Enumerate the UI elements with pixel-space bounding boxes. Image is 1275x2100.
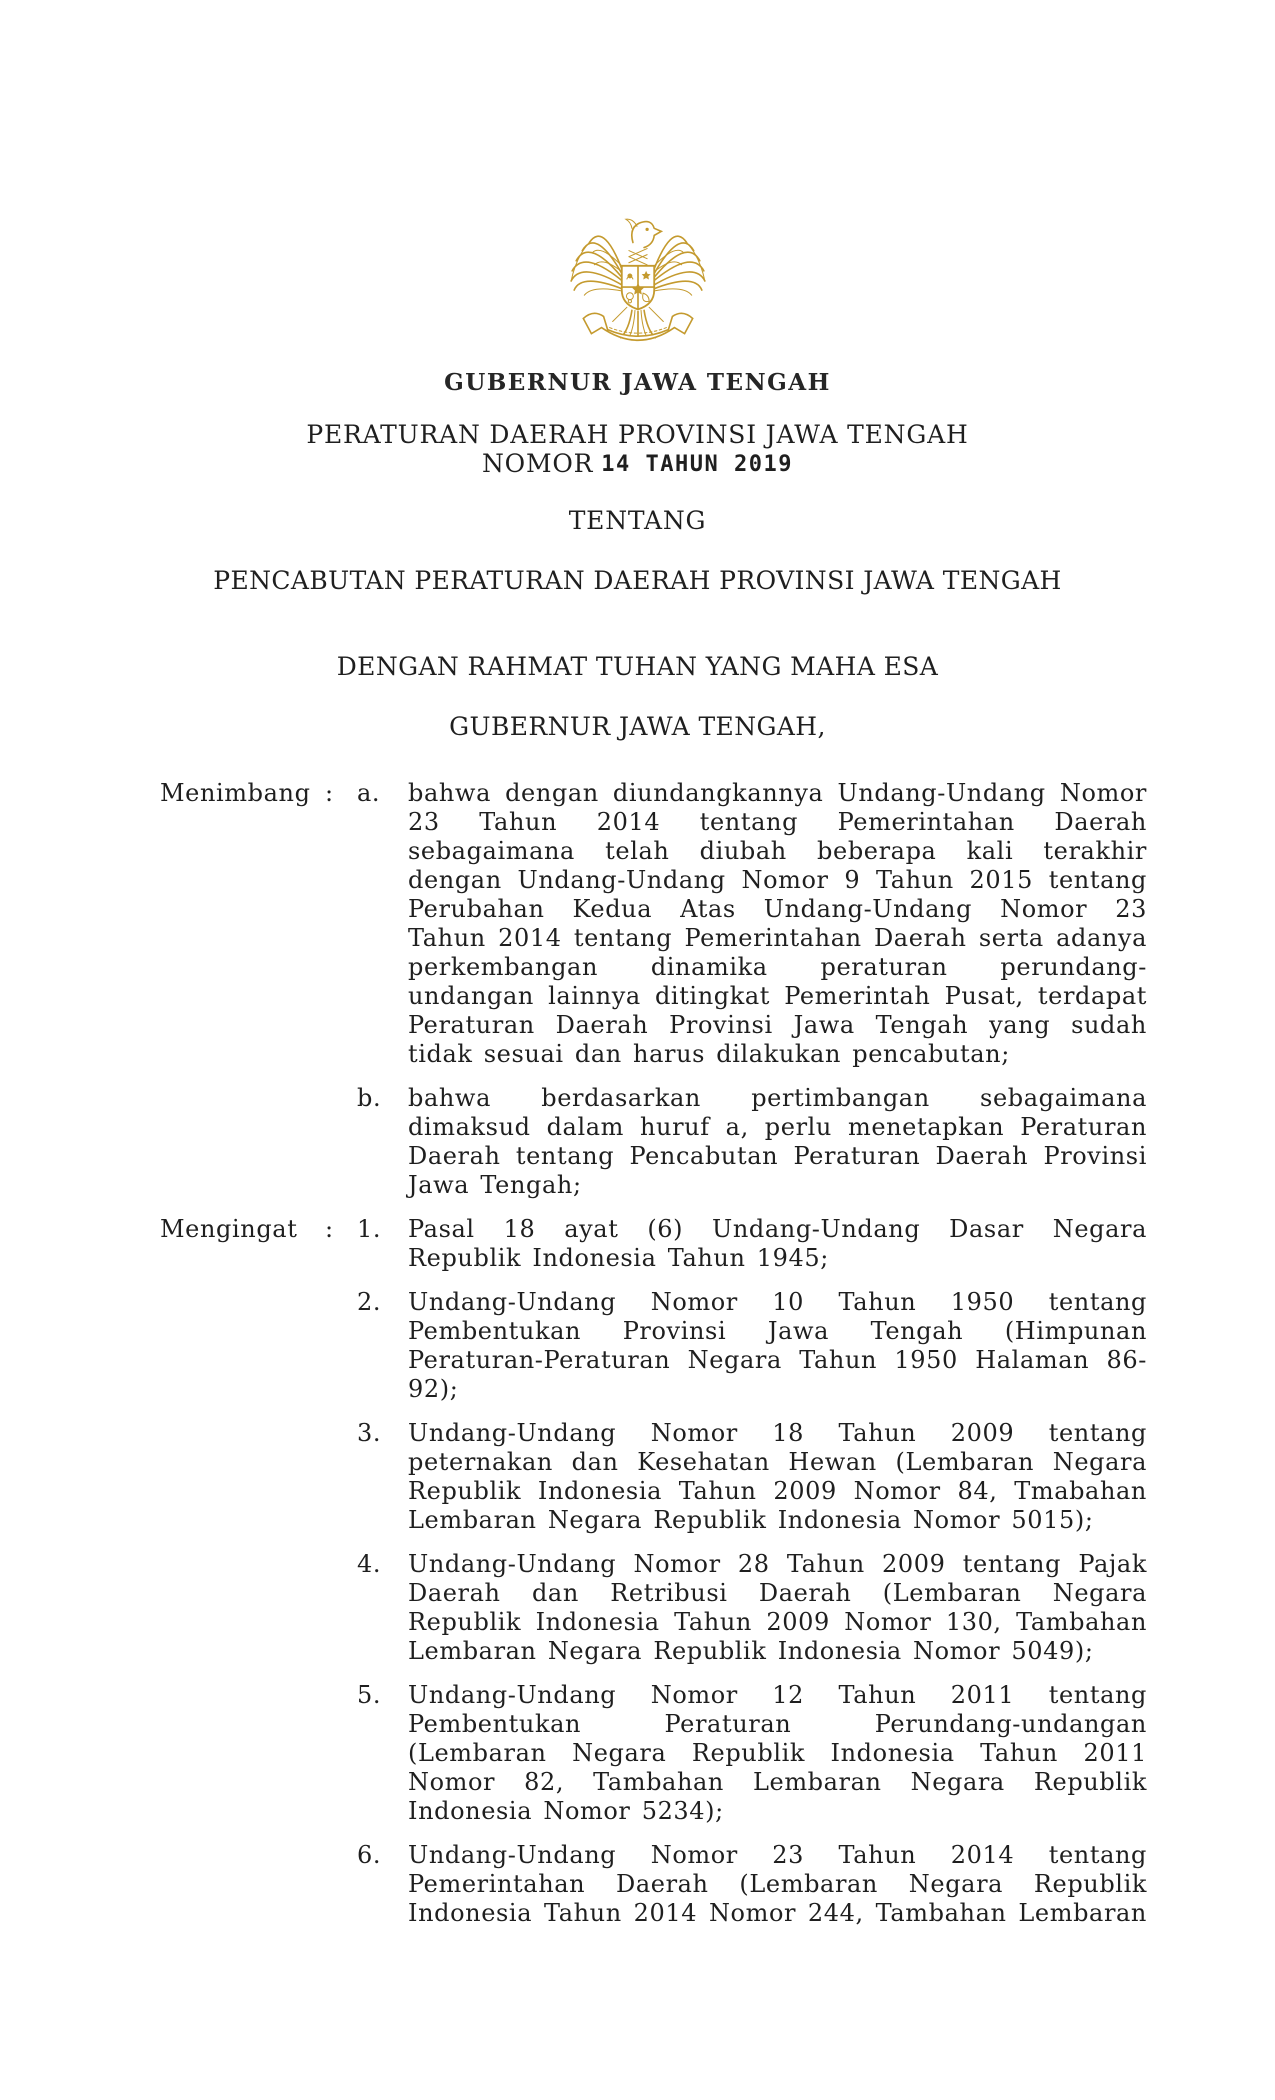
nomor-value: 14 TAHUN 2019: [601, 452, 793, 477]
considerations-section: [160, 779, 1147, 1215]
document-subject: PENCABUTAN PERATURAN DAERAH PROVINSI JAWA TENGAH: [213, 566, 1062, 595]
list-item: [357, 1841, 1147, 1928]
legal-basis-colon: :: [325, 1215, 334, 1243]
item-text: bahwa berdasarkan pertimbangan sebagaimana dimaksud dalam huruf a, perlu menetapkan Peraturan Daerah tentang Pencabutan Peraturan Daerah Provinsi Jawa Tengah;: [408, 1084, 1147, 1199]
item-text: bahwa dengan diundangkannya Undang-Undang Nomor 23 Tahun 2014 tentang Pemerintahan Daerah sebagaimana telah diubah beberapa kali terakhir dengan Undang-Undang Nomor 9 Tahun 2015 tentang Perubahan Kedua Atas Undang-Undang Nomor 23 Tahun 2014 tentang Pemerintahan Daerah serta adanya perkembangan dinamika peraturan perundang-undangan lainnya ditingkat Pemerintah Pusat, terdapat Peraturan Daerah Provinsi Jawa Tengah yang sudah tidak sesuai dan harus dilakukan pencabutan;: [408, 779, 1147, 1068]
legal-basis-items: [357, 1215, 1147, 1943]
document-body: [160, 779, 1147, 1943]
tentang-heading: TENTANG: [568, 506, 707, 535]
breast-feathers-icon: [628, 249, 646, 265]
document-number-line: [0, 449, 1275, 478]
item-marker: 6.: [357, 1841, 382, 1869]
item-marker: 4.: [357, 1550, 382, 1578]
item-text: Undang-Undang Nomor 18 Tahun 2009 tentang peternakan dan Kesehatan Hewan (Lembaran Negara Republik Indonesia Tahun 2009 Nomor 84, Tmabahan Lembaran Negara Republik Indonesia Nomor 5015);: [408, 1419, 1147, 1534]
nomor-label: NOMOR: [482, 449, 594, 478]
list-item: [357, 1288, 1147, 1404]
list-item: [357, 1084, 1147, 1200]
item-marker: 2.: [357, 1288, 382, 1316]
list-item: [357, 1550, 1147, 1666]
document-title: PERATURAN DAERAH PROVINSI JAWA TENGAH: [306, 420, 969, 449]
list-item: [357, 1419, 1147, 1535]
item-text: Undang-Undang Nomor 28 Tahun 2009 tentang Pajak Daerah dan Retribusi Daerah (Lembaran Negara Republik Indonesia Tahun 2009 Nomor 130, Tambahan Lembaran Negara Republik Indonesia Nomor 5049);: [408, 1550, 1147, 1665]
list-item: [357, 1215, 1147, 1273]
item-text: Undang-Undang Nomor 10 Tahun 1950 tentang Pembentukan Provinsi Jawa Tengah (Himpunan Peraturan-Peraturan Negara Tahun 1950 Halaman 86-92);: [408, 1288, 1147, 1403]
legal-basis-label: Mengingat: [160, 1215, 298, 1243]
item-marker: a.: [357, 779, 381, 807]
right-wing-icon: [651, 236, 705, 295]
item-text: Pasal 18 ayat (6) Undang-Undang Dasar Negara Republik Indonesia Tahun 1945;: [408, 1215, 1147, 1272]
item-marker: b.: [357, 1084, 382, 1112]
considerations-colon: :: [325, 779, 334, 807]
item-marker: 1.: [357, 1215, 382, 1243]
item-marker: 5.: [357, 1681, 382, 1709]
letterhead-office: GUBERNUR JAWA TENGAH: [444, 369, 831, 396]
considerations-label: Menimbang: [160, 779, 311, 807]
garuda-pancasila-emblem: [562, 204, 714, 360]
legal-basis-section: [160, 1215, 1147, 1943]
item-text: Undang-Undang Nomor 23 Tahun 2014 tentang Pemerintahan Daerah (Lembaran Negara Republik Indonesia Tahun 2014 Nomor 244, Tambahan Lembaran: [408, 1841, 1147, 1927]
invocation-line: DENGAN RAHMAT TUHAN YANG MAHA ESA: [336, 652, 939, 681]
letterhead: [0, 204, 1275, 360]
authority-line: GUBERNUR JAWA TENGAH,: [449, 712, 826, 741]
item-text: Undang-Undang Nomor 12 Tahun 2011 tentang Pembentukan Peraturan Perundang-undangan (Lembaran Negara Republik Indonesia Tahun 2011 Nomor 82, Tambahan Lembaran Negara Republik Indonesia Nomor 5234);: [408, 1681, 1147, 1825]
pancasila-shield-icon: [621, 266, 653, 310]
list-item: [357, 1681, 1147, 1826]
list-item: [357, 779, 1147, 1069]
item-marker: 3.: [357, 1419, 382, 1447]
considerations-items: [357, 779, 1147, 1215]
left-wing-icon: [571, 236, 625, 295]
eagle-head-icon: [625, 219, 660, 247]
